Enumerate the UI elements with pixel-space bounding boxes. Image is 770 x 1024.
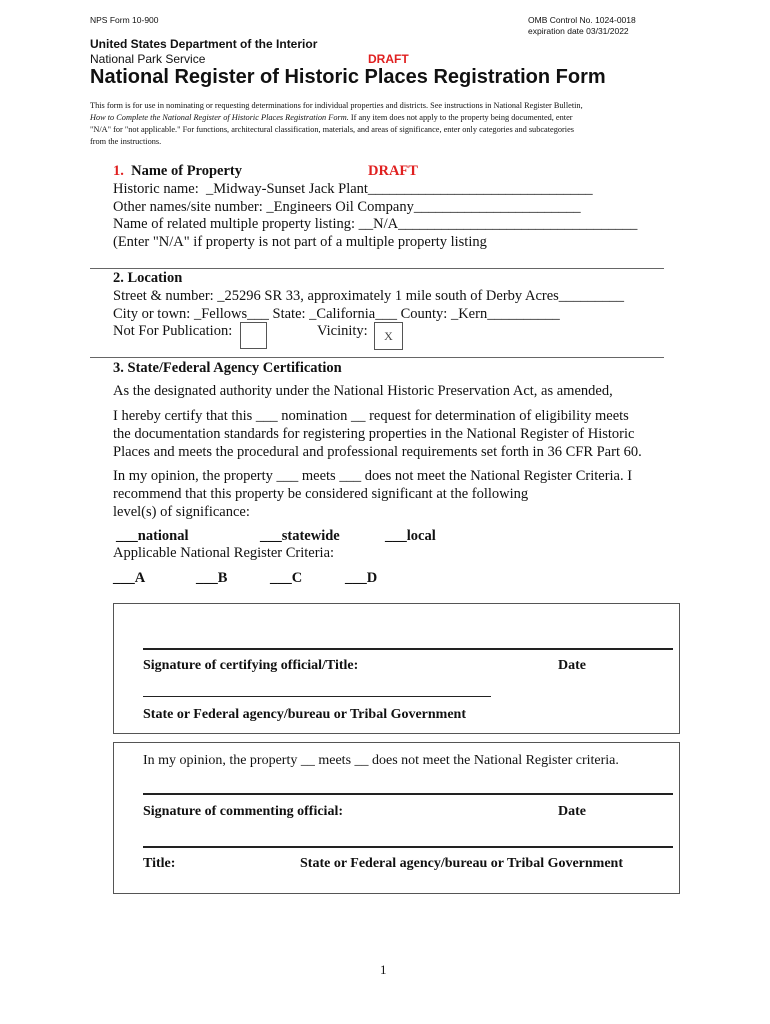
draft-watermark-header: DRAFT [368, 52, 409, 66]
other-names-row: Other names/site number: _Engineers Oil Company_______________________ [113, 199, 581, 215]
criterion-a[interactable]: ___A [113, 570, 146, 586]
authority-statement: As the designated authority under the National Historic Preservation Act, as amended, [113, 383, 613, 399]
commenting-agency-label: State or Federal agency/bureau or Tribal Government [300, 856, 624, 871]
level-local[interactable]: ___local [385, 528, 436, 544]
historic-name-row: Historic name: _Midway-Sunset Jack Plant_______________________________ [113, 181, 593, 197]
vicinity-label: Vicinity: [317, 323, 368, 339]
criteria-label: Applicable National Register Criteria: [113, 545, 335, 561]
intro-line-2: How to Complete the National Register of Historic Places Registration Form. If any item does not apply to the property being documented, enter [90, 113, 573, 122]
other-names-field[interactable]: _Engineers Oil Company_______________________ [266, 199, 581, 215]
na-note: (Enter "N/A" if property is not part of a multiple property listing [113, 234, 487, 250]
section-3-heading: 3. State/Federal Agency Certification [113, 360, 342, 376]
criterion-c[interactable]: ___C [270, 570, 303, 586]
section-1-heading: 1. Name of Property [113, 163, 242, 179]
level-statewide[interactable]: ___statewide [260, 528, 340, 544]
criterion-b[interactable]: ___B [196, 570, 228, 586]
commenting-signature-label: Signature of commenting official: [143, 804, 343, 819]
certify-line-2: the documentation standards for registering properties in the National Register of Historic [113, 426, 635, 442]
opinion-line-1: In my opinion, the property ___ meets ___ does not meet the National Register Criteria. I [113, 468, 633, 484]
draft-watermark-section: DRAFT [368, 163, 418, 179]
criterion-d[interactable]: ___D [345, 570, 378, 586]
certifying-date-label: Date [558, 658, 586, 673]
divider [90, 268, 664, 269]
street-row: Street & number: _25296 SR 33, approximately 1 mile south of Derby Acres_________ [113, 288, 625, 304]
city-field[interactable]: _Fellows___ [193, 306, 269, 322]
related-listing-field[interactable]: __N/A_________________________________ [358, 216, 638, 232]
certify-line-1: I hereby certify that this ___ nomination __ request for determination of eligibility meets [113, 408, 629, 424]
form-number: NPS Form 10-900 [90, 15, 159, 25]
certifying-agency-label: State or Federal agency/bureau or Tribal Government [143, 707, 467, 722]
title-line[interactable] [143, 846, 673, 848]
opinion-line-3: level(s) of significance: [113, 504, 250, 520]
signature-line[interactable] [143, 793, 673, 795]
page-number: 1 [380, 962, 387, 977]
not-for-publication-checkbox[interactable] [240, 322, 267, 349]
certify-line-3: Places and meets the procedural and professional requirements set forth in 36 CFR Part 60. [113, 444, 642, 460]
county-field[interactable]: _Kern__________ [450, 306, 560, 322]
expiration-date: expiration date 03/31/2022 [528, 26, 629, 36]
intro-line-4: from the instructions. [90, 137, 162, 146]
intro-line-3: "N/A" for "not applicable." For functions, architectural classification, materials, and areas of significance, enter only categories and subcategories [90, 125, 574, 134]
omb-control-number: OMB Control No. 1024-0018 [528, 15, 636, 25]
certifying-signature-label: Signature of certifying official/Title: [143, 658, 359, 673]
service-name: National Park Service [90, 52, 206, 66]
commenting-date-label: Date [558, 804, 586, 819]
signature-line[interactable] [143, 648, 673, 650]
city-state-county-row: City or town: _Fellows___ State: _California___ County: _Kern__________ [113, 306, 560, 322]
vicinity-checkbox[interactable]: X [374, 322, 403, 350]
commenting-title-label: Title: [143, 856, 176, 871]
street-field[interactable]: _25296 SR 33, approximately 1 mile south of Derby Acres_________ [217, 288, 625, 304]
section-2-heading: 2. Location [113, 270, 183, 286]
commenting-opinion: In my opinion, the property __ meets __ does not meet the National Register criteria. [143, 753, 619, 768]
agency-line[interactable] [143, 696, 491, 697]
not-for-publication-label: Not For Publication: [113, 323, 233, 339]
historic-name-field[interactable]: _Midway-Sunset Jack Plant_______________________________ [206, 181, 593, 197]
divider [90, 357, 664, 358]
bulletin-title: How to Complete the National Register of Historic Places Registration Form. [90, 113, 349, 122]
department-name: United States Department of the Interior [90, 37, 318, 51]
page-title: National Register of Historic Places Registration Form [90, 66, 606, 88]
related-listing-row: Name of related multiple property listing: __N/A_________________________________ [113, 216, 638, 232]
level-national[interactable]: ___national [116, 528, 189, 544]
intro-line-1: This form is for use in nominating or requesting determinations for individual properties and districts. See instructions in National Register Bulletin, [90, 101, 583, 110]
state-field[interactable]: _California___ [309, 306, 397, 322]
opinion-line-2: recommend that this property be considered significant at the following [113, 486, 529, 502]
